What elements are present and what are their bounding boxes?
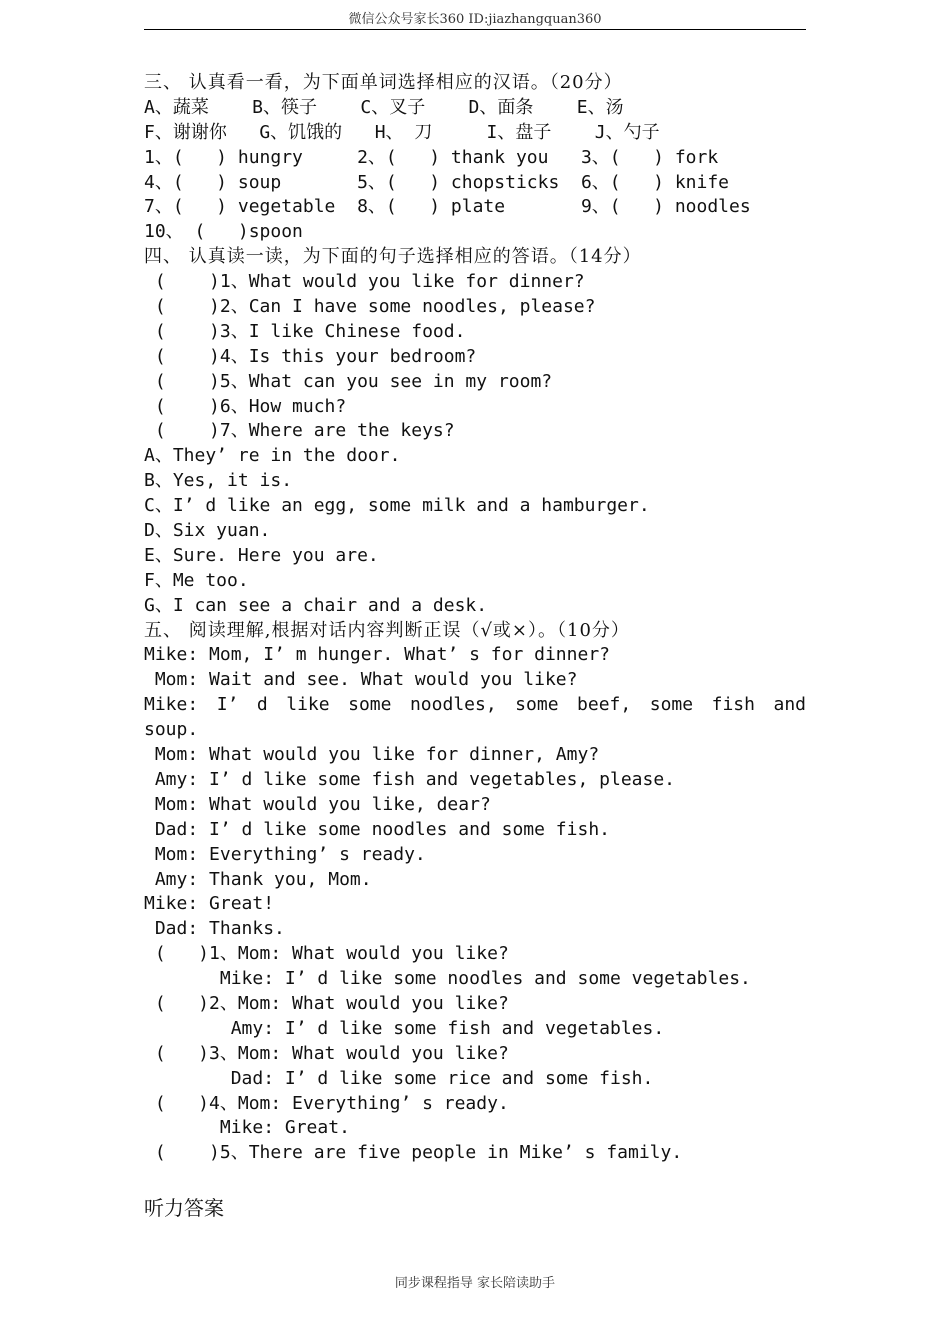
dialogue-line: Mike: I’ d like some noodles, some beef, some fish and [144, 694, 806, 716]
header-rule [144, 29, 806, 30]
dialogue-line: Mom: Everything’ s ready. [144, 843, 426, 865]
dialogue-line: Amy: Thank you, Mom. [144, 868, 372, 890]
judgement-line: Mike: I’ d like some noodles and some vegetables. [144, 968, 751, 990]
judgement-line: Mike: Great. [144, 1117, 350, 1139]
section5-title: 五、 阅读理解,根据对话内容判断正误（√或×）。（10分） [144, 619, 630, 641]
section4-question: ( )5、What can you see in my room? [144, 370, 553, 392]
section4-answer: F、Me too. [144, 569, 249, 591]
section4-question: ( )4、Is this your bedroom? [144, 345, 477, 367]
worksheet-content [144, 71, 806, 1166]
section4-answer: G、I can see a chair and a desk. [144, 594, 488, 616]
judgement-line: ( )3、Mom: What would you like? [144, 1042, 509, 1064]
section4-answer: D、Six yuan. [144, 520, 271, 542]
judgement-line: ( )4、Mom: Everything’ s ready. [144, 1092, 509, 1114]
section3-question-row: 4、( ) soup 5、( ) chopsticks 6、( ) knife [144, 171, 730, 193]
dialogue-line: Amy: I’ d like some fish and vegetables, please. [144, 768, 676, 790]
dialogue-line: Mike: Mom, I’ m hunger. What’ s for dinner? [144, 644, 610, 666]
section3-question-row: 10、 ( )spoon [144, 221, 303, 243]
section3-question-row: 1、( ) hungry 2、( ) thank you 3、( ) fork [144, 146, 719, 168]
page-footer: 同步课程指导 家长陪读助手 [394, 1276, 556, 1291]
section4-question: ( )2、Can I have some noodles, please? [144, 296, 596, 318]
section4-question: ( )7、Where are the keys? [144, 420, 455, 442]
section4-title: 四、 认真读一读，为下面的句子选择相应的答语。（14分） [144, 246, 642, 268]
judgement-line: ( )1、Mom: What would you like? [144, 943, 509, 965]
judgement-line: ( )5、There are five people in Mike’ s family. [144, 1142, 683, 1164]
dialogue-line: soup. [144, 719, 199, 741]
judgement-line: Amy: I’ d like some fish and vegetables. [144, 1017, 665, 1039]
section3-question-row: 7、( ) vegetable 8、( ) plate 9、( ) noodles [144, 196, 751, 218]
dialogue-line: Mom: Wait and see. What would you like? [144, 669, 578, 691]
section4-question: ( )6、How much? [144, 395, 347, 417]
section4-answer: C、I’ d like an egg, some milk and a hamburger. [144, 495, 650, 517]
judgement-line: Dad: I’ d like some rice and some fish. [144, 1067, 654, 1089]
dialogue-line: Mike: Great! [144, 893, 275, 915]
section3-options-row2: F、谢谢你 G、饥饿的 H、 刀 I、盘子 J、勺子 [144, 121, 660, 143]
dialogue-line: Mom: What would you like for dinner, Amy? [144, 744, 600, 766]
section4-answer: B、Yes, it is. [144, 470, 293, 492]
section3-options-row1: A、蔬菜 B、筷子 C、叉子 D、面条 E、汤 [144, 96, 624, 118]
dialogue-line: Mom: What would you like, dear? [144, 793, 491, 815]
section4-answer: E、Sure. Here you are. [144, 544, 379, 566]
dialogue-line: Dad: Thanks. [144, 918, 285, 940]
section3-title: 三、 认真看一看，为下面单词选择相应的汉语。（20分） [144, 72, 623, 93]
section4-question: ( )1、What would you like for dinner? [144, 271, 585, 293]
listening-answers-title: 听力答案 [144, 1196, 224, 1220]
section4-answer: A、They’ re in the door. [144, 445, 401, 467]
dialogue-line: Dad: I’ d like some noodles and some fish. [144, 818, 610, 840]
section4-question: ( )3、I like Chinese food. [144, 320, 466, 342]
judgement-line: ( )2、Mom: What would you like? [144, 992, 509, 1014]
page-header: 微信公众号家长360 ID:jiazhangquan360 [348, 12, 602, 27]
